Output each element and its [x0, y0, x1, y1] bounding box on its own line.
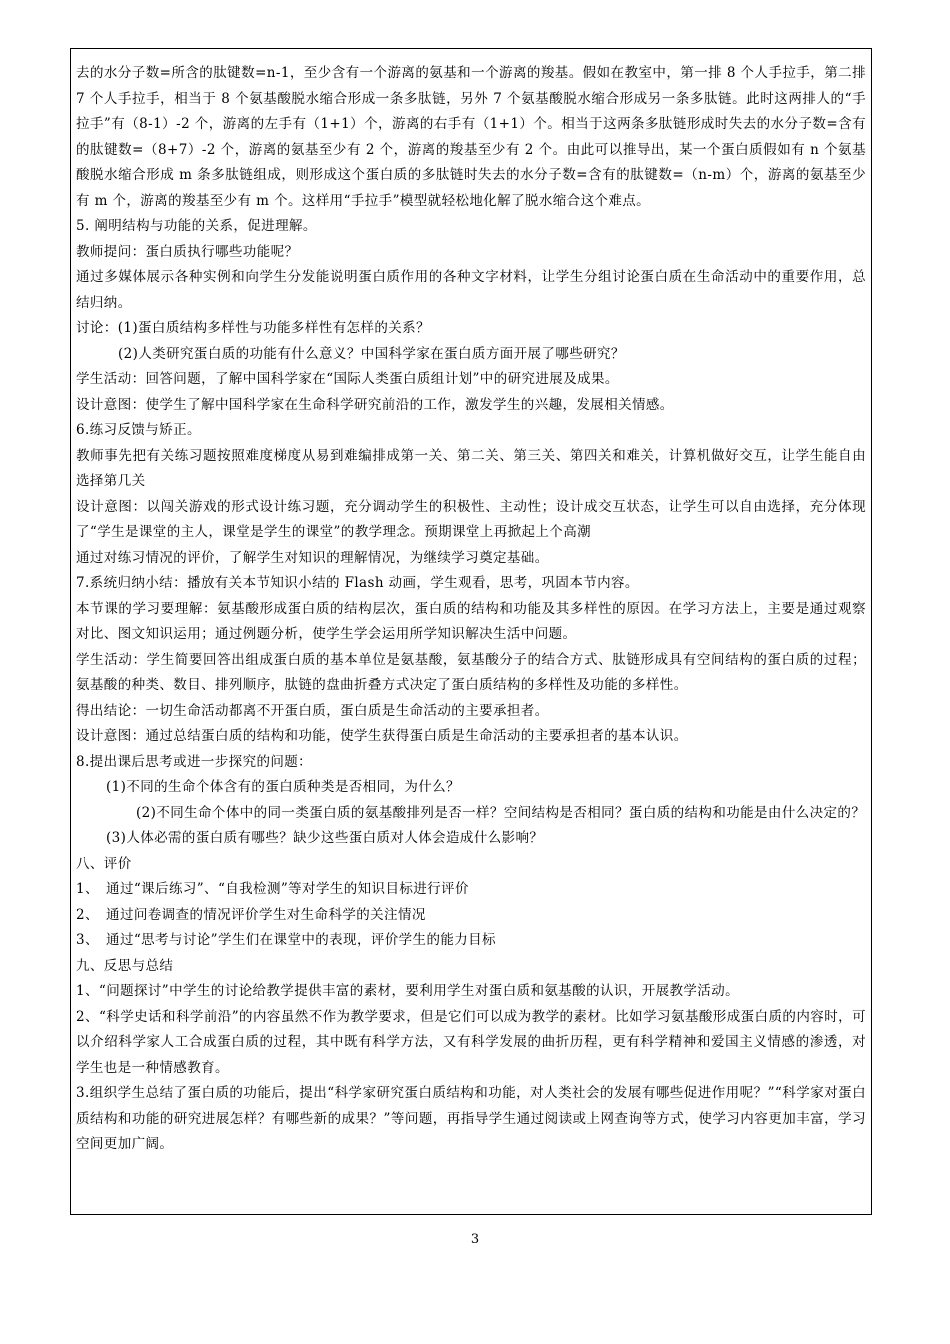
paragraph: 设计意图：通过总结蛋白质的结构和功能，使学生获得蛋白质是生命活动的主要承担者的基本认识。 — [76, 728, 688, 744]
paragraph: (2)人类研究蛋白质的功能有什么意义？中国科学家在蛋白质方面开展了哪些研究？ — [118, 345, 625, 362]
list-item: 2、 通过问卷调查的情况评价学生对生命科学的关注情况 — [76, 906, 426, 923]
list-item: 2、“科学史话和科学前沿”的内容虽然不作为教学要求，但是它们可以成为教学的素材。比如学习氨基酸形成蛋白质的内容时，可以介绍科学家人工合成蛋白质的过程，其中既有科学方法，又有科学发展的曲折历程，更有科学精神和爱国主义情感的渗透，对学生也是一种情感教育。 — [76, 1008, 866, 1076]
paragraph: 得出结论：一切生命活动都离不开蛋白质，蛋白质是生命活动的主要承担者。 — [76, 702, 549, 719]
list-item: 3.组织学生总结了蛋白质的功能后，提出“科学家研究蛋白质结构和功能，对人类社会的发展有哪些促进作用呢？”“科学家对蛋白质结构和功能的研究进展怎样？有哪些新的成果？”等问题，再指导学生通过阅读或上网查询等方式，使学习内容更加丰富，学习空间更加广阔。 — [76, 1085, 866, 1152]
paragraph: 去的水分子数=所含的肽键数=n-1，至少含有一个游离的氨基和一个游离的羧基。假如在教室中，第一排 8 个人手拉手，第二排 7 个人手拉手，相当于 8 个氨基酸脱水缩合形成一条多肽链，另外 7 个氨基酸脱水缩合形成另一条多肽链。此时这两排人的“手拉手”有（8-1）-2 个，游离的左手有（1+1）个，游离的右手有（1+1）个。相当于这两条多肽链形成时失去的水分子数=含有的肽键数=（8+7）-2 个，游离的氨基至少有 2 个，游离的羧基至少有 2 个。由此可以推导出，某一个蛋白质假如有 n 个氨基酸脱水缩合形成 m 条多肽链组成，则形成这个蛋白质的多肽链时失去的水分子数=含有的肽键数=（n-m）个，游离的氨基至少有 m 个，游离的羧基至少有 m 个。这样用“手拉手”模型就轻松地化解了脱水缩合这个难点。 — [76, 65, 866, 209]
paragraph: 学生活动：学生简要回答出组成蛋白质的基本单位是氨基酸，氨基酸分子的结合方式、肽链形成具有空间结构的蛋白质的过程；氨基酸的种类、数目、排列顺序，肽链的盘曲折叠方式决定了蛋白质结构的多样性及功能的多样性。 — [76, 651, 866, 693]
paragraph: 学生活动：回答问题，了解中国科学家在“国际人类蛋白质组计划”中的研究进展及成果。 — [76, 371, 619, 387]
list-item: 3、 通过“思考与讨论”学生们在课堂中的表现，评价学生的能力目标 — [76, 932, 496, 948]
section-heading: 8.提出课后思考或进一步探究的问题： — [76, 753, 313, 770]
paragraph: 设计意图：使学生了解中国科学家在生命科学研究前沿的工作，激发学生的兴趣，发展相关情感。 — [76, 396, 674, 413]
list-item: 1、“问题探讨”中学生的讨论给教学提供丰富的素材，要利用学生对蛋白质和氨基酸的认识，开展教学活动。 — [76, 983, 739, 999]
list-item: 1、 通过“课后练习”、“自我检测”等对学生的知识目标进行评价 — [76, 881, 469, 897]
question-item: (3)人体必需的蛋白质有哪些？缺少这些蛋白质对人体会造成什么影响？ — [106, 830, 544, 846]
paragraph: 通过对练习情况的评价，了解学生对知识的理解情况，为继续学习奠定基础。 — [76, 549, 549, 566]
paragraph: 教师提问：蛋白质执行哪些功能呢？ — [76, 243, 299, 260]
paragraph: 设计意图：以闯关游戏的形式设计练习题，充分调动学生的积极性、主动性；设计成交互状态，让学生可以自由选择，充分体现了“学生是课堂的主人，课堂是学生的课堂”的教学理念。预期课堂上再掀起上个高潮 — [76, 498, 866, 540]
question-item: (1)不同的生命个体含有的蛋白质种类是否相同，为什么？ — [106, 779, 460, 795]
document-body — [76, 61, 866, 1158]
section-heading: 九、反思与总结 — [76, 957, 174, 974]
section-heading: 5. 阐明结构与功能的关系，促进理解。 — [76, 218, 317, 234]
section-heading: 八、评价 — [76, 855, 132, 872]
section-heading: 7.系统归纳小结：播放有关本节知识小结的 Flash 动画，学生观看，思考，巩固本节内容。 — [76, 575, 639, 591]
paragraph: 教师事先把有关练习题按照难度梯度从易到难编排成第一关、第二关、第三关、第四关和难关，计算机做好交互，让学生能自由选择第几关 — [76, 447, 866, 489]
paragraph: 通过多媒体展示各种实例和向学生分发能说明蛋白质作用的各种文字材料，让学生分组讨论蛋白质在生命活动中的重要作用，总结归纳。 — [76, 269, 866, 311]
paragraph: 讨论：(1)蛋白质结构多样性与功能多样性有怎样的关系？ — [76, 320, 430, 336]
question-item: (2)不同生命个体中的同一类蛋白质的氨基酸排列是否一样？空间结构是否相同？蛋白质的结构和功能是由什么决定的？ — [136, 804, 866, 821]
section-heading: 6.练习反馈与矫正。 — [76, 422, 201, 438]
paragraph: 本节课的学习要理解：氨基酸形成蛋白质的结构层次，蛋白质的结构和功能及其多样性的原因。在学习方法上，主要是通过观察对比、图文知识运用；通过例题分析，使学生学会运用所学知识解决生活中问题。 — [76, 600, 866, 642]
page-number: 3 — [470, 1232, 480, 1247]
